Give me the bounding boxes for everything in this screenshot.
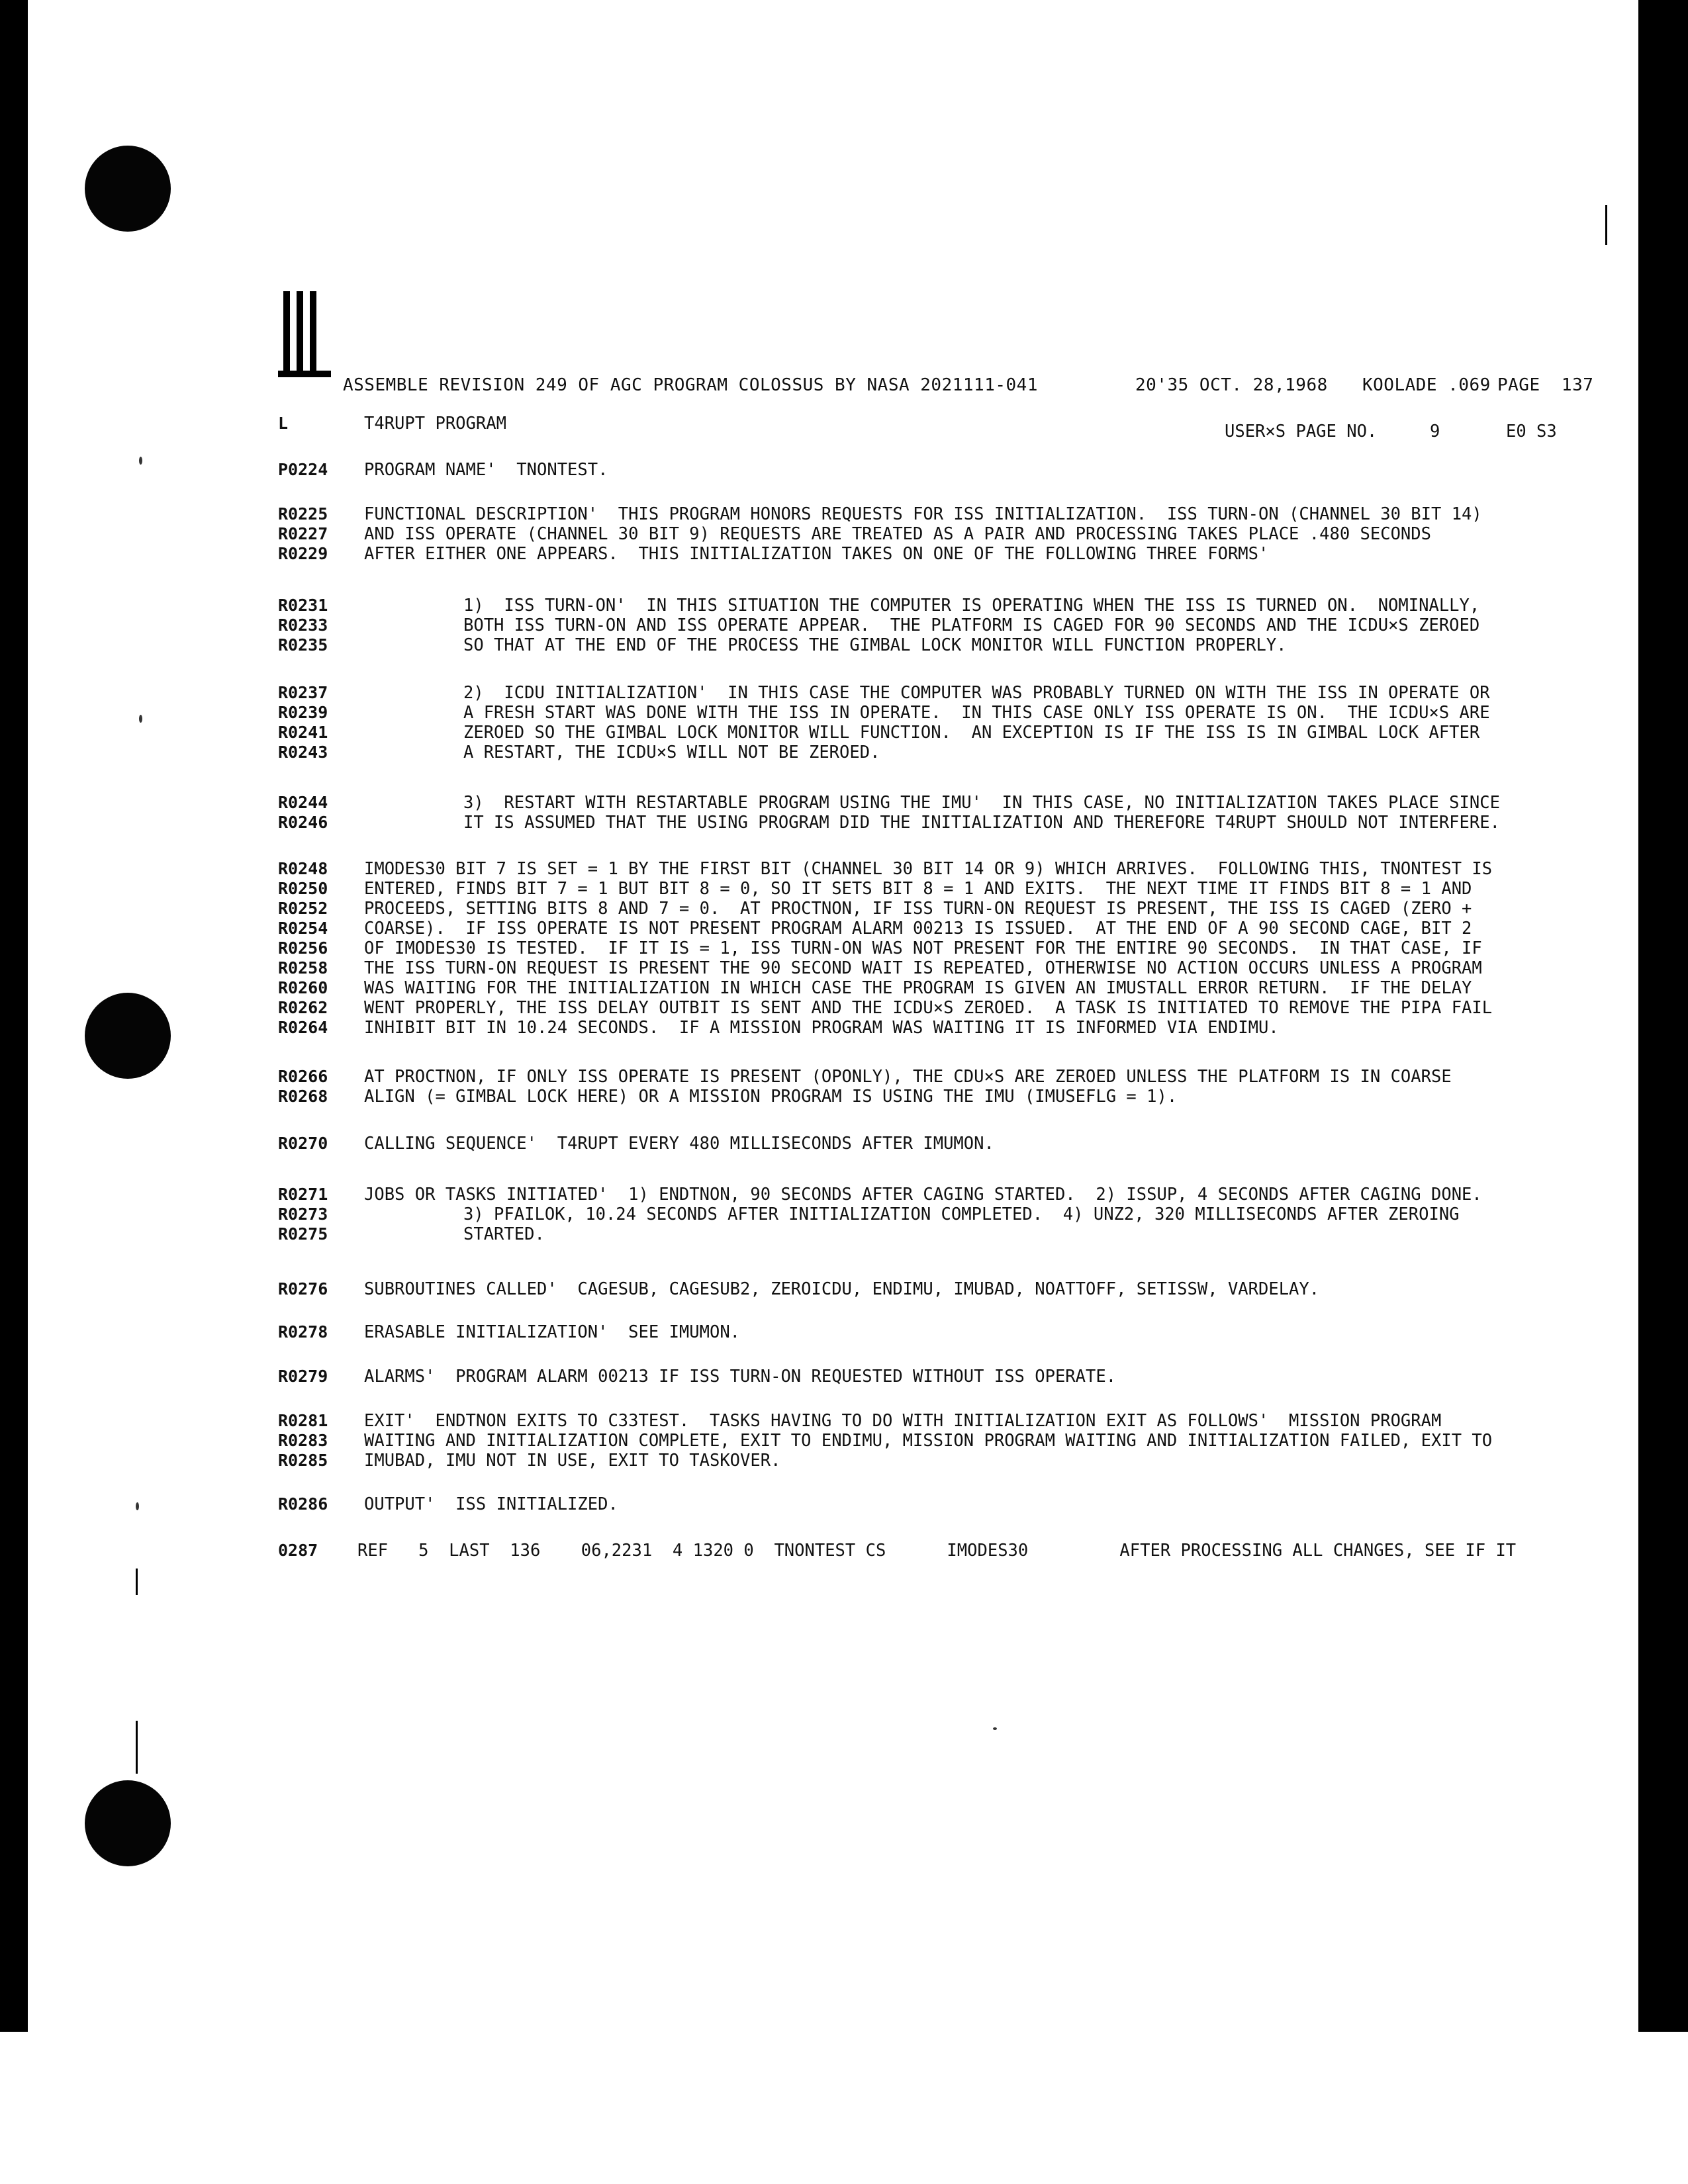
line-number: P0224 [278, 460, 328, 479]
description-line: THE ISS TURN-ON REQUEST IS PRESENT THE 90 SECOND WAIT IS REPEATED, OTHERWISE NO ACTION OCCURS UNLESS A PROGRAM [364, 958, 1482, 978]
user-page-number: 9 [1430, 422, 1440, 441]
scan-speck [136, 1502, 139, 1510]
line-number: R0252 [278, 899, 328, 918]
line-number: R0268 [278, 1087, 328, 1106]
scan-speck [139, 457, 142, 465]
scan-mark-bar [297, 291, 303, 377]
line-number: R0235 [278, 635, 328, 655]
description-line: ALIGN (= GIMBAL LOCK HERE) OR A MISSION PROGRAM IS USING THE IMU (IMUSEFLG = 1). [364, 1087, 1178, 1107]
description-line: AND ISS OPERATE (CHANNEL 30 BIT 9) REQUESTS ARE TREATED AS A PAIR AND PROCESSING TAKES PLACE .480 SECONDS [364, 524, 1431, 544]
line-number: R0225 [278, 504, 328, 523]
description-line: STARTED. [463, 1224, 545, 1244]
description-line: PROGRAM NAME' TNONTEST. [364, 460, 608, 480]
koolade-version: KOOLADE .069 [1362, 375, 1491, 395]
description-line: 3) PFAILOK, 10.24 SECONDS AFTER INITIALIZATION COMPLETED. 4) UNZ2, 320 MILLISECONDS AFTER ZEROING [463, 1205, 1460, 1224]
description-line: IMODES30 BIT 7 IS SET = 1 BY THE FIRST BIT (CHANNEL 30 BIT 14 OR 9) WHICH ARRIVES. FOLLOWING THIS, TNONTEST IS [364, 859, 1493, 879]
line-number: R0250 [278, 879, 328, 898]
user-page-label: USER×S PAGE NO. [1225, 422, 1378, 441]
line-number: R0286 [278, 1494, 328, 1514]
line-number: R0237 [278, 683, 328, 702]
line-number: R0271 [278, 1185, 328, 1204]
description-line: 3) RESTART WITH RESTARTABLE PROGRAM USING THE IMU' IN THIS CASE, NO INITIALIZATION TAKES PLACE SINCE [463, 793, 1500, 813]
line-number: R0281 [278, 1411, 328, 1430]
line-number: R0279 [278, 1367, 328, 1386]
line-number: R0243 [278, 743, 328, 762]
line-number: R0275 [278, 1224, 328, 1244]
scan-mark-line [136, 1569, 138, 1595]
line-number: R0239 [278, 703, 328, 722]
description-line: WAS WAITING FOR THE INITIALIZATION IN WHICH CASE THE PROGRAM IS GIVEN AN IMUSTALL ERROR RETURN. IF THE DELAY [364, 978, 1472, 998]
line-number: R0266 [278, 1067, 328, 1086]
description-line: 2) ICDU INITIALIZATION' IN THIS CASE THE COMPUTER WAS PROBABLY TURNED ON WITH THE ISS IN OPERATE OR [463, 683, 1490, 703]
description-line: ZEROED SO THE GIMBAL LOCK MONITOR WILL FUNCTION. AN EXCEPTION IS IF THE ISS IS IN GIMBAL LOCK AFTER [463, 723, 1480, 743]
line-number: R0256 [278, 938, 328, 958]
description-line: EXIT' ENDTNON EXITS TO C33TEST. TASKS HAVING TO DO WITH INITIALIZATION EXIT AS FOLLOWS' MISSION PROGRAM [364, 1411, 1442, 1431]
scan-speck [993, 1727, 997, 1730]
line-number: R0229 [278, 544, 328, 563]
scan-edge-left [0, 0, 28, 2032]
line-number: R0258 [278, 958, 328, 978]
description-line: A RESTART, THE ICDU×S WILL NOT BE ZEROED. [463, 743, 880, 762]
line-number: R0248 [278, 859, 328, 878]
line-number: R0231 [278, 596, 328, 615]
description-line: COARSE). IF ISS OPERATE IS NOT PRESENT PROGRAM ALARM 00213 IS ISSUED. AT THE END OF A 90 SECOND CAGE, BIT 2 [364, 919, 1472, 938]
section-code: E0 S3 [1506, 422, 1557, 441]
description-line: BOTH ISS TURN-ON AND ISS OPERATE APPEAR. THE PLATFORM IS CAGED FOR 90 SECONDS AND THE ICDU×S ZEROED [463, 615, 1480, 635]
description-line: SO THAT AT THE END OF THE PROCESS THE GIMBAL LOCK MONITOR WILL FUNCTION PROPERLY. [463, 635, 1287, 655]
scan-mark-base [278, 371, 331, 377]
line-number: R0241 [278, 723, 328, 742]
description-line: IMUBAD, IMU NOT IN USE, EXIT TO TASKOVER. [364, 1451, 781, 1471]
punch-hole-bottom [85, 1780, 171, 1866]
line-number: R0283 [278, 1431, 328, 1450]
description-line: OF IMODES30 IS TESTED. IF IT IS = 1, ISS TURN-ON WAS NOT PRESENT FOR THE ENTIRE 90 SECONDS. IN THAT CASE, IF [364, 938, 1482, 958]
line-number: R0233 [278, 615, 328, 635]
line-number: R0227 [278, 524, 328, 543]
description-line: CALLING SEQUENCE' T4RUPT EVERY 480 MILLISECONDS AFTER IMUMON. [364, 1134, 994, 1154]
line-number: R0278 [278, 1322, 328, 1342]
section-title: T4RUPT PROGRAM [364, 414, 506, 433]
description-line: PROCEEDS, SETTING BITS 8 AND 7 = 0. AT PROCTNON, IF ISS TURN-ON REQUEST IS PRESENT, THE ISS IS CAGED (ZERO + [364, 899, 1472, 919]
punch-hole-top [85, 146, 171, 232]
line-number: R0276 [278, 1279, 328, 1298]
page-number: PAGE 137 [1497, 375, 1594, 395]
line-number: R0285 [278, 1451, 328, 1470]
scan-mark-bar [283, 291, 290, 377]
line-number: R0270 [278, 1134, 328, 1153]
scan-mark-line [136, 1721, 138, 1774]
footer-reference: REF 5 LAST 136 06,2231 4 1320 0 TNONTEST CS IMODES30 AFTER PROCESSING ALL CHANGES, SEE IF IT [357, 1541, 1517, 1561]
line-number: R0246 [278, 813, 328, 832]
description-line: JOBS OR TASKS INITIATED' 1) ENDTNON, 90 SECONDS AFTER CAGING STARTED. 2) ISSUP, 4 SECONDS AFTER CAGING DONE. [364, 1185, 1482, 1205]
footer-line-number: 0287 [278, 1541, 318, 1560]
scan-mark-line [1605, 205, 1607, 245]
description-line: ENTERED, FINDS BIT 7 = 1 BUT BIT 8 = 0, SO IT SETS BIT 8 = 1 AND EXITS. THE NEXT TIME IT FINDS BIT 8 = 1 AND [364, 879, 1472, 899]
scan-speck [139, 715, 142, 723]
description-line: 1) ISS TURN-ON' IN THIS SITUATION THE COMPUTER IS OPERATING WHEN THE ISS IS TURNED ON. NOMINALLY, [463, 596, 1480, 615]
line-number: R0254 [278, 919, 328, 938]
line-number: R0264 [278, 1018, 328, 1037]
description-line: WENT PROPERLY, THE ISS DELAY OUTBIT IS SENT AND THE ICDU×S ZEROED. A TASK IS INITIATED TO REMOVE THE PIPA FAIL [364, 998, 1493, 1018]
assembly-title: ASSEMBLE REVISION 249 OF AGC PROGRAM COLOSSUS BY NASA 2021111-041 [343, 375, 1038, 395]
description-line: IT IS ASSUMED THAT THE USING PROGRAM DID THE INITIALIZATION AND THEREFORE T4RUPT SHOULD NOT INTERFERE. [463, 813, 1500, 833]
line-marker: L [278, 414, 289, 433]
assembly-datetime: 20'35 OCT. 28,1968 [1135, 375, 1328, 395]
description-line: A FRESH START WAS DONE WITH THE ISS IN OPERATE. IN THIS CASE ONLY ISS OPERATE IS ON. THE ICDU×S ARE [463, 703, 1490, 723]
scan-mark-bar [310, 291, 316, 377]
description-line: FUNCTIONAL DESCRIPTION' THIS PROGRAM HONORS REQUESTS FOR ISS INITIALIZATION. ISS TURN-ON (CHANNEL 30 BIT 14) [364, 504, 1482, 524]
scan-edge-right [1638, 0, 1688, 2032]
line-number: R0273 [278, 1205, 328, 1224]
description-line: WAITING AND INITIALIZATION COMPLETE, EXIT TO ENDIMU, MISSION PROGRAM WAITING AND INITIALIZATION FAILED, EXIT TO [364, 1431, 1493, 1451]
description-line: OUTPUT' ISS INITIALIZED. [364, 1494, 618, 1514]
description-line: SUBROUTINES CALLED' CAGESUB, CAGESUB2, ZEROICDU, ENDIMU, IMUBAD, NOATTOFF, SETISSW, VARDELAY. [364, 1279, 1320, 1299]
description-line: AT PROCTNON, IF ONLY ISS OPERATE IS PRESENT (OPONLY), THE CDU×S ARE ZEROED UNLESS THE PLATFORM IS IN COARSE [364, 1067, 1452, 1087]
line-number: R0262 [278, 998, 328, 1017]
punch-hole-middle [85, 993, 171, 1079]
line-number: R0244 [278, 793, 328, 812]
description-line: ERASABLE INITIALIZATION' SEE IMUMON. [364, 1322, 741, 1342]
description-line: INHIBIT BIT IN 10.24 SECONDS. IF A MISSION PROGRAM WAS WAITING IT IS INFORMED VIA ENDIMU. [364, 1018, 1279, 1038]
description-line: ALARMS' PROGRAM ALARM 00213 IF ISS TURN-ON REQUESTED WITHOUT ISS OPERATE. [364, 1367, 1117, 1387]
description-line: AFTER EITHER ONE APPEARS. THIS INITIALIZATION TAKES ON ONE OF THE FOLLOWING THREE FORMS' [364, 544, 1269, 564]
line-number: R0260 [278, 978, 328, 997]
